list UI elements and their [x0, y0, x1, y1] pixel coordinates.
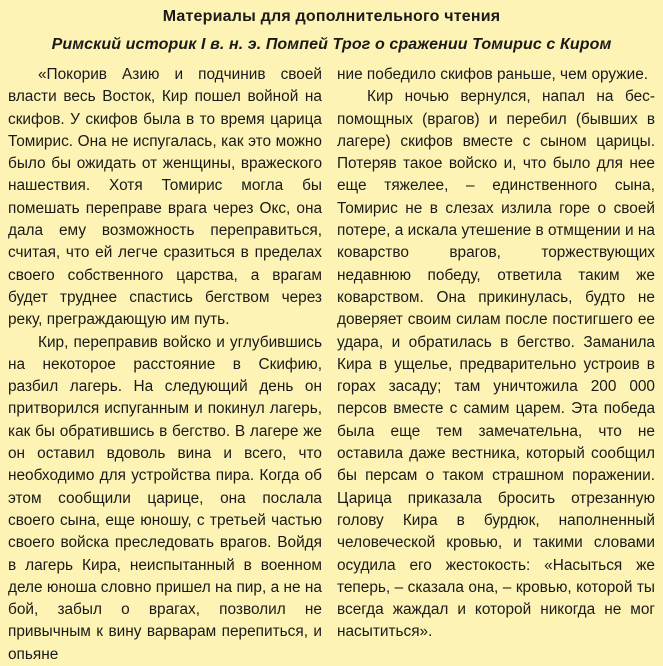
left-column: [8, 64, 322, 666]
paragraph: Кир ночью вернулся, напал на беспомощных (врагов) и перебил (бывших в лагере) скифов вместе с сыном царицы. Потеряв такое войско и, что было для нее еще тяжелее, – единственного сына, Томирис не в слезах излила горе о своей потере, а искала утешение в отмщении и на коварство врагов, торжествующих недавнюю победу, ответила таким же коварством. Она прикинулась, будто не доверяет своим силам после постигшего ее удара, и обратилась в бегство. Заманила Кира в ущелье, предварительно устроив в горах засаду; там уничтожила 200 000 персов вместе с самим царем. Эта победа была еще тем замечательна, что не оставила даже вестника, который сообщил бы персам о таком страшном поражении. Царица приказала бросить отрезанную голову Кира в бурдюк, наполненный человеческой кровью, и такими словами осудила его жестокость: «Насыться же теперь, – сказала она, – кровью, которой ты всегда жаждал и которой никогда не мог насытиться».: [337, 88, 655, 641]
article-title: Римский историк I в. н. э. Помпей Трог о сражении Томирис с Киром: [51, 36, 612, 53]
text-columns: [8, 64, 655, 666]
paragraph: Кир, переправив войско и углубившись на некоторое расстояние в Скифию, разбил лагерь. На следующий день он притворился испуганным и покинул лагерь, как бы обратившись в бегство. В лагере же он оставил вдоволь вина и всего, что необходимо для устройства пира. Когда об этом сообщили царице, она послала своего сына, еще юношу, с третьей частью своего войска преследовать врагов. Войдя в лагерь Кира, неиспытанный в военном деле юноша словно пришел на пир, а не на бой, забыл о врагах, позволил не привычным к вину варварам перепиться, и опьяне: [8, 333, 322, 663]
section-title: Материалы для дополнительного чтения: [162, 8, 501, 25]
paragraph: «Покорив Азию и подчинив своей власти весь Восток, Кир пошел войной на скифов. У скифов была в то время царица Томирис. Она не испугалась, как это можно было бы ожидать от женщины, вражеского нашествия. Хотя Томирис могла бы помешать переправе врага через Окс, она дала ему возможность переправиться, считая, что ей легче сразиться в пределах своего собственного царства, а врагам будет труднее спастись бегством через реку, преграждающую им путь.: [8, 66, 322, 329]
header: [8, 6, 655, 56]
right-column: [337, 64, 655, 666]
paragraph-continuation: ние победило скифов раньше, чем оружие.: [337, 66, 649, 83]
